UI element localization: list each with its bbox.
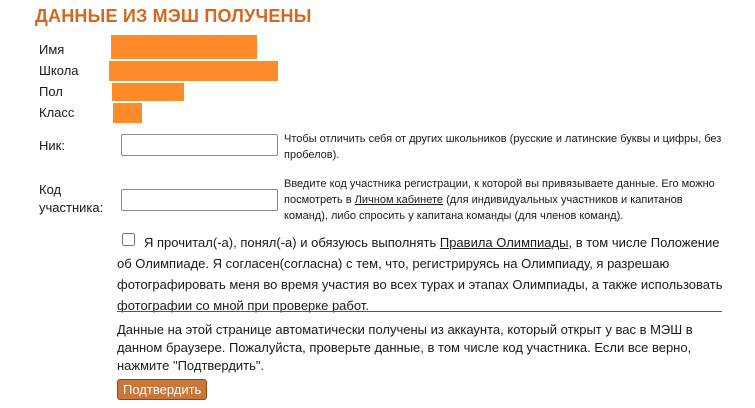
name-label: Имя	[39, 42, 65, 57]
code-hint-text-after: (для индивидуальных участников и капитанов команд), либо спросить у капитана команды (для членов команд).	[284, 194, 683, 222]
gender-label: Пол	[39, 84, 63, 99]
grade-label: Класс	[39, 105, 75, 120]
section-divider	[117, 311, 722, 312]
agreement-text-before: Я прочитал(-а), понял(-а) и обязуюсь выполнять	[144, 235, 440, 250]
participant-code-hint	[284, 176, 729, 224]
nick-hint: Чтобы отличить себя от других школьников (русские и латинские буквы и цифры, без пробелов).	[284, 133, 722, 161]
page-title: ДАННЫЕ ИЗ МЭШ ПОЛУЧЕНЫ	[35, 6, 312, 26]
olympiad-rules-link[interactable]: Правила Олимпиады	[439, 235, 569, 250]
grade-value-redacted	[113, 103, 142, 123]
agreement-text-after: , в том числе Положение об Олимпиаде. Я согласен(согласна) с тем, что, регистрируясь на Олимпиаду, я разрешаю фотографировать меня во время участия во всех турах и этапах Олимпиады, а также использовать фотографии со мной при проверке работ.	[117, 235, 723, 313]
agreement-text	[117, 232, 727, 316]
code-label-line2: участника:	[39, 200, 104, 215]
confirm-button[interactable]: Подтвердить	[117, 379, 207, 400]
info-note: Данные на этой странице автоматически получены из аккаунта, который открыт у вас в МЭШ в данном браузере. Пожалуйста, проверьте данные, в том числе код участника. Если все верно, нажмите "Подтвердить".	[117, 322, 693, 373]
name-value-redacted	[111, 35, 257, 59]
nick-input[interactable]	[121, 134, 278, 156]
code-label-line1: Код	[39, 182, 62, 197]
code-hint-text-before: Введите код участника регистрации, к которой вы привязываете данные. Его можно посмотреть в	[284, 178, 715, 206]
nick-label: Ник:	[39, 138, 65, 153]
agreement-checkbox[interactable]	[122, 233, 135, 246]
school-label: Школа	[39, 63, 79, 78]
participant-code-input[interactable]	[121, 189, 278, 211]
gender-value-redacted	[112, 83, 184, 101]
personal-cabinet-link[interactable]: Личном кабинете	[354, 194, 444, 206]
school-value-redacted	[109, 61, 278, 81]
